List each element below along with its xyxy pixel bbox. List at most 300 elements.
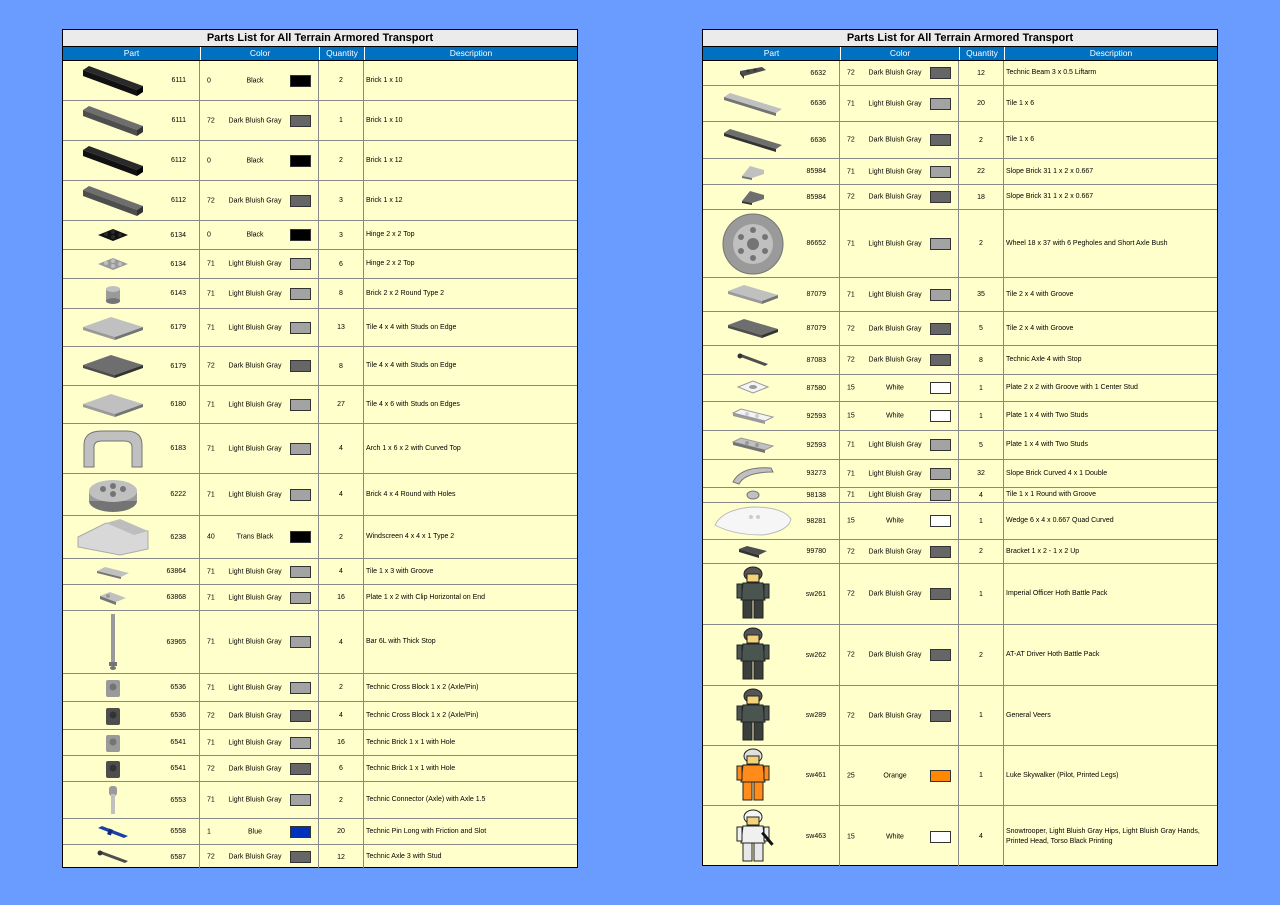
color-cell [200,141,319,180]
part-cell [703,564,840,624]
color-swatch [290,489,311,501]
color-swatch [290,322,311,334]
table-row [703,185,1217,210]
part-cell [63,702,200,729]
color-id: 71 [847,491,855,499]
part-cell [63,141,200,180]
color-cell [840,185,959,209]
table-row [703,564,1217,625]
part-number: 85984 [806,193,826,201]
description-cell: Slope Brick 31 1 x 2 x 0.667 [1006,167,1094,175]
part-number: 6541 [170,739,186,746]
axle-icon [703,346,803,374]
header-description: Description [364,47,577,60]
color-cell [200,756,319,781]
stud-plate-icon [703,402,803,430]
technic-block-icon [63,702,163,729]
color-name: Dark Bluish Gray [868,356,922,364]
color-swatch [290,155,311,167]
color-name: Dark Bluish Gray [868,590,922,598]
table-row [63,585,577,611]
part-cell [63,585,200,610]
round-brick-icon [63,474,163,515]
table-row [63,347,577,386]
part-cell [63,474,200,515]
color-name: Light Bluish Gray [228,796,282,804]
color-id: 15 [847,412,855,420]
color-cell [200,347,319,385]
part-number: 6587 [170,853,186,861]
quantity-cell: 1 [959,402,1004,430]
part-number: 93273 [806,470,826,477]
part-number: 63864 [166,568,186,575]
table-row [63,611,577,674]
color-name: Black [246,77,264,84]
part-number: 87079 [806,325,826,332]
part-cell [703,503,840,539]
technic-block-icon [63,756,163,781]
color-id: 0 [207,231,211,239]
color-cell [200,424,319,473]
description-cell: Hinge 2 x 2 Top [366,231,415,238]
part-number: 87083 [806,356,826,364]
color-name: Light Bluish Gray [868,291,922,298]
color-name: Light Bluish Gray [228,401,282,408]
quantity-cell: 2 [959,210,1004,277]
color-id: 71 [207,491,215,498]
quantity-cell: 1 [959,746,1004,805]
quantity-cell: 8 [319,347,364,385]
quantity-cell: 1 [959,503,1004,539]
table-row [63,516,577,559]
color-id: 72 [207,712,215,719]
table-row [703,540,1217,564]
color-name: Dark Bluish Gray [868,651,922,659]
color-cell [840,746,959,805]
description-cell: Plate 2 x 2 with Groove with 1 Center Stud [1006,384,1138,391]
minifig-icon [703,806,803,867]
color-swatch [930,354,951,366]
color-name: Light Bluish Gray [868,168,922,175]
description-cell: Tile 4 x 4 with Studs on Edge [366,362,457,369]
color-swatch [290,115,311,127]
color-id: 71 [847,441,855,449]
quantity-cell: 1 [959,375,1004,401]
color-swatch [290,195,311,207]
description-cell: Snowtrooper, Light Bluish Gray Hips, Light Bluish Gray Hands, Printed Head, Torso Black Printing [1006,827,1200,845]
page-title: Parts List for All Terrain Armored Transport [63,30,577,47]
color-swatch [930,289,951,301]
table-row [63,702,577,730]
bar-icon [63,611,163,673]
arch-icon [63,424,163,473]
description-cell: Brick 1 x 10 [366,76,403,84]
description-cell: Technic Beam 3 x 0.5 Liftarm [1006,69,1097,76]
color-swatch [930,710,951,722]
description-cell: Technic Connector (Axle) with Axle 1.5 [366,796,486,803]
color-swatch [290,566,311,578]
table-header [63,47,577,61]
color-cell [200,702,319,729]
color-name: Blue [247,828,262,835]
parts-table-body [63,61,577,869]
quantity-cell: 2 [319,782,364,818]
color-swatch [290,763,311,775]
part-cell [63,101,200,140]
description-cell: Tile 1 x 6 [1006,99,1035,107]
table-header [703,47,1217,61]
color-swatch [290,794,311,806]
color-id: 71 [207,796,215,804]
quantity-cell: 2 [319,141,364,180]
color-id: 71 [207,290,215,297]
description-cell: Technic Brick 1 x 1 with Hole [366,738,456,746]
color-id: 71 [847,168,855,175]
table-row [63,424,577,474]
part-number: 87079 [806,291,826,298]
long-brick-icon [63,101,163,140]
color-cell [840,86,959,121]
stud-plate-icon [703,431,803,459]
part-number: sw289 [805,712,826,719]
description-cell: Bar 6L with Thick Stop [366,638,436,645]
table-row [63,279,577,309]
color-name: White [886,384,904,392]
part-cell [703,488,840,502]
color-id: 71 [207,324,215,331]
part-number: 6636 [810,100,826,107]
color-name: Dark Bluish Gray [228,853,282,861]
part-cell [703,806,840,867]
color-id: 72 [207,765,215,772]
quantity-cell: 8 [319,279,364,308]
color-swatch [290,826,311,838]
long-tile-icon [703,86,803,121]
long-brick-icon [63,61,163,100]
quantity-cell: 18 [959,185,1004,209]
color-cell [840,431,959,459]
table-row [63,782,577,819]
color-swatch [290,531,311,543]
color-name: Light Bluish Gray [228,594,282,601]
quantity-cell: 13 [319,309,364,346]
color-id: 72 [847,548,855,555]
color-swatch [930,439,951,451]
color-name: Light Bluish Gray [228,739,282,746]
color-id: 72 [207,362,215,370]
description-cell: Tile 2 x 4 with Groove [1006,290,1074,298]
description-cell: Tile 2 x 4 with Groove [1006,324,1074,332]
part-cell [703,540,840,563]
table-row [703,460,1217,488]
color-cell [200,611,319,673]
color-name: Dark Bluish Gray [228,712,282,719]
color-name: Dark Bluish Gray [868,69,922,77]
color-id: 72 [847,136,855,144]
part-cell [63,845,200,869]
color-name: Dark Bluish Gray [228,765,282,772]
round-brick-icon [63,279,163,308]
color-swatch [290,636,311,648]
description-cell: Hinge 2 x 2 Top [366,260,415,267]
color-id: 15 [847,384,855,392]
color-name: Light Bluish Gray [868,441,922,449]
quantity-cell: 2 [319,516,364,558]
table-row [63,101,577,141]
part-cell [63,250,200,278]
part-number: sw463 [805,833,826,840]
quantity-cell: 12 [959,61,1004,85]
color-swatch [290,288,311,300]
color-cell [840,122,959,158]
table-row [703,159,1217,185]
quantity-cell: 27 [319,386,364,423]
minifig-icon [703,746,803,805]
color-cell [840,402,959,430]
color-cell [840,312,959,345]
part-cell [703,686,840,745]
part-cell [63,221,200,249]
part-cell [703,625,840,685]
clip-plate-icon [63,585,163,610]
part-cell [703,402,840,430]
part-number: 6134 [170,260,186,268]
long-brick-icon [63,181,163,220]
color-id: 71 [847,291,855,298]
part-cell [63,559,200,584]
color-swatch [290,592,311,604]
table-row [703,488,1217,503]
table-row [63,141,577,181]
header-quantity: Quantity [319,47,364,60]
header-color: Color [840,47,959,60]
quantity-cell: 5 [959,431,1004,459]
color-cell [200,309,319,346]
description-cell: Slope Brick Curved 4 x 1 Double [1006,469,1108,477]
bracket-icon [703,540,803,563]
color-name: Light Bluish Gray [228,684,282,691]
color-cell [200,845,319,869]
part-cell [63,730,200,755]
part-cell [63,309,200,346]
part-number: 6536 [170,712,186,719]
color-swatch [930,382,951,394]
description-cell: Windscreen 4 x 4 x 1 Type 2 [366,533,455,540]
quantity-cell: 2 [319,61,364,100]
table-row [703,431,1217,460]
color-id: 71 [207,638,215,646]
color-swatch [930,588,951,600]
table-row [703,278,1217,312]
part-number: 63868 [166,594,186,601]
quantity-cell: 20 [319,819,364,844]
color-swatch [290,75,311,87]
part-cell [63,756,200,781]
color-name: Dark Bluish Gray [228,117,282,124]
color-cell [840,540,959,563]
quantity-cell: 8 [959,346,1004,374]
part-cell [63,386,200,423]
quantity-cell: 16 [319,585,364,610]
color-swatch [930,831,951,843]
part-number: 6179 [170,324,186,331]
description-cell: Brick 4 x 4 Round with Holes [366,490,456,498]
part-cell [63,424,200,473]
quantity-cell: 32 [959,460,1004,487]
color-cell [200,386,319,423]
small-tile-icon [63,559,163,584]
quantity-cell: 1 [959,686,1004,745]
color-swatch [930,410,951,422]
color-name: Dark Bluish Gray [868,548,922,555]
color-id: 72 [847,69,855,77]
description-cell: Tile 4 x 6 with Studs on Edges [366,400,460,408]
part-number: 6541 [170,765,186,772]
color-swatch [290,851,311,863]
color-name: Dark Bluish Gray [228,362,282,370]
color-id: 25 [847,772,855,779]
color-id: 71 [847,470,855,477]
color-name: Light Bluish Gray [228,260,282,268]
color-name: Light Bluish Gray [868,240,922,247]
color-swatch [290,682,311,694]
part-number: 6143 [170,290,186,297]
table-row [703,375,1217,402]
part-number: 98138 [806,491,826,499]
long-tile-icon [703,122,803,158]
table-row [703,312,1217,346]
axle-icon [63,845,163,869]
description-cell: Tile 1 x 3 with Groove [366,567,434,575]
parts-list-page-left [62,29,578,868]
color-cell [840,625,959,685]
description-cell: Technic Axle 3 with Stud [366,853,442,860]
header-color: Color [200,47,319,60]
part-cell [703,312,840,345]
description-cell: Plate 1 x 4 with Two Studs [1006,412,1088,419]
description-cell: Technic Axle 4 with Stop [1006,356,1082,363]
quantity-cell: 3 [319,221,364,249]
part-cell [63,611,200,673]
color-id: 71 [847,240,855,247]
color-cell [200,61,319,100]
color-name: Light Bluish Gray [228,324,282,331]
table-row [63,181,577,221]
header-part: Part [123,48,140,58]
part-number: 6112 [170,157,186,164]
color-id: 71 [207,401,215,408]
plate-icon [63,309,163,346]
quantity-cell: 1 [319,101,364,140]
color-id: 71 [207,684,215,691]
slope-icon [703,159,803,184]
description-cell: Technic Cross Block 1 x 2 (Axle/Pin) [366,683,479,691]
color-id: 15 [847,517,855,525]
color-id: 71 [207,445,215,452]
table-row [63,674,577,702]
part-number: 86652 [806,240,826,247]
table-row [63,309,577,347]
description-cell: Bracket 1 x 2 - 1 x 2 Up [1006,547,1080,555]
color-swatch [290,360,311,372]
description-cell: Tile 4 x 4 with Studs on Edge [366,323,457,331]
table-row [63,474,577,516]
curved-slope-icon [703,460,803,487]
quantity-cell: 2 [959,122,1004,158]
color-id: 71 [207,739,215,746]
quantity-cell: 4 [319,702,364,729]
part-cell [63,782,200,818]
quantity-cell: 3 [319,181,364,220]
part-number: 98281 [806,517,826,525]
color-name: Trans Black [236,533,274,541]
color-cell [200,585,319,610]
part-cell [703,375,840,401]
part-cell [63,61,200,100]
minifig-icon [703,686,803,745]
color-swatch [290,443,311,455]
description-cell: AT-AT Driver Hoth Battle Pack [1006,651,1100,658]
page-title: Parts List for All Terrain Armored Transport [703,30,1217,47]
description-cell: Technic Pin Long with Friction and Slot [366,827,487,835]
part-number: 6112 [170,197,186,204]
color-name: Dark Bluish Gray [868,136,922,144]
color-swatch [930,166,951,178]
color-cell [200,250,319,278]
quantity-cell: 5 [959,312,1004,345]
color-name: Light Bluish Gray [868,100,922,107]
quantity-cell: 4 [959,806,1004,867]
table-row [703,625,1217,686]
hinge-icon [63,250,163,278]
part-cell [63,181,200,220]
color-swatch [930,546,951,558]
part-number: 99780 [806,548,826,555]
table-row [63,61,577,101]
part-cell [63,819,200,844]
quantity-cell: 4 [319,611,364,673]
table-row [703,346,1217,375]
color-cell [840,686,959,745]
technic-block-icon [63,674,163,701]
color-name: Dark Bluish Gray [868,193,922,201]
part-number: 6558 [170,828,186,835]
color-id: 71 [207,568,215,575]
table-row [703,61,1217,86]
color-swatch [290,399,311,411]
minifig-icon [703,625,803,685]
color-id: 72 [847,590,855,598]
description-cell: Tile 1 x 6 [1006,136,1035,143]
description-cell: Arch 1 x 6 x 2 with Curved Top [366,444,461,452]
color-cell [840,61,959,85]
color-id: 72 [207,117,215,124]
color-id: 71 [207,594,215,601]
color-swatch [290,710,311,722]
color-name: White [886,833,904,840]
part-number: 6134 [170,231,186,239]
description-cell: Tile 1 x 1 Round with Groove [1006,491,1097,498]
jumper-plate-icon [703,375,803,401]
table-row [703,210,1217,278]
long-brick-icon [63,141,163,180]
table-row [63,845,577,869]
wedge-icon [703,503,803,539]
color-id: 72 [847,193,855,201]
part-cell [703,61,840,85]
minifig-icon [703,564,803,624]
color-id: 71 [207,260,215,268]
